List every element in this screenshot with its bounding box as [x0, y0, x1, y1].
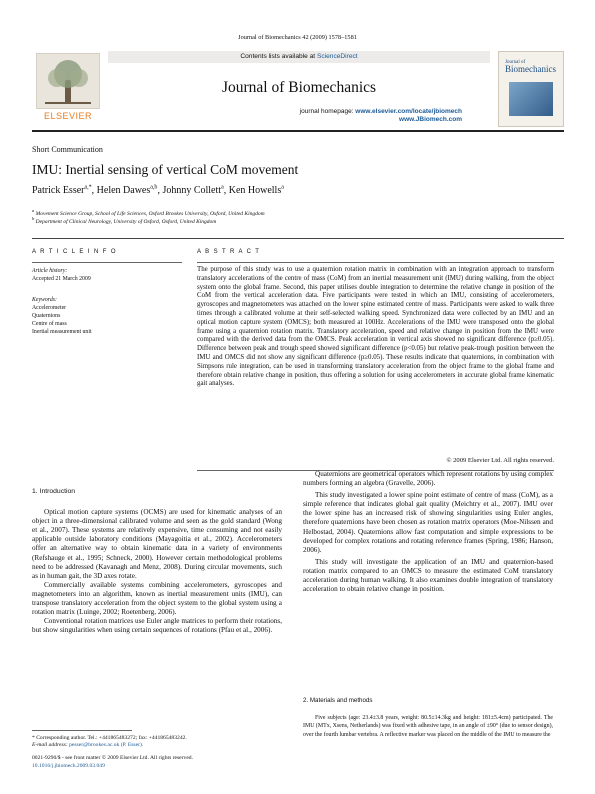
- contents-prefix: Contents lists available at: [240, 53, 317, 60]
- elsevier-tree-icon: [36, 53, 100, 109]
- keyword: Accelerometer: [32, 305, 67, 311]
- body-right-column: [303, 470, 553, 594]
- article-info-rule: [32, 262, 182, 263]
- journal-cover-thumbnail[interactable]: [498, 51, 564, 127]
- publisher-name: ELSEVIER: [43, 111, 93, 121]
- elsevier-logo[interactable]: [32, 53, 104, 125]
- corresponding-author-note: * Corresponding author. Tel.: +441865483272; fax: +441865483242.: [32, 734, 187, 741]
- body-left-column: [32, 487, 282, 635]
- cover-small-text: Journal of: [505, 60, 526, 65]
- body-paragraph: This study investigated a lower spine point estimate of centre of mass (CoM), as a simple reference that indicates global gait quality (Meichtry et al., 2007). IMU over the lower spine has an increased risk of showing singularities using Euler angles, therefore quaternions have been chosen as rotation matrix operators (Moe-Nilssen and Helbostad, 2004). Quaternions allow fast computation and simple expressions to be developed for complex rotations and rotating reference frames (Spring, 1986; Hanson, 2006).: [303, 491, 553, 554]
- issn-note: 0021-9290/$ - see front matter © 2009 Elsevier Ltd. All rights reserved.: [32, 755, 193, 761]
- title-divider: [32, 238, 564, 239]
- author[interactable]: Helen Dawes$^{a,b}$,: [96, 185, 163, 197]
- body-paragraph: This study will investigate the application of an IMU and quaternion-based rotation matrix compared to an OMCS to measure the estimated CoM translatory acceleration during human walking. It also examines double integration of translatory acceleration to obtain relative change in position.: [303, 557, 553, 594]
- email-note: E-mail address: pesser@brookes.ac.uk (P. Esser).: [32, 742, 144, 748]
- article-type: Short Communication: [32, 145, 103, 154]
- affiliation-a: $^a$ Movement Science Group, School of Life Sciences, Oxford Brookes University, Oxford, United Kingdom: [32, 208, 265, 217]
- footnote-rule-block: [32, 730, 282, 749]
- body-paragraph: Commercially available systems combining accelerometers, gyroscopes and magnetometers into an algorithm, known as inertial measurement units (IMU), can transpose translatory acceleration from the object system to the global system using a rotation matrix (Luinge, 2002; Roetenberg, 2006).: [32, 580, 282, 617]
- masthead: [32, 51, 564, 127]
- section-heading-methods: 2. Materials and methods: [303, 697, 373, 704]
- homepage-link-elsevier[interactable]: www.elsevier.com/locate/jbiomech: [355, 108, 462, 115]
- footnote-rule: [32, 730, 132, 731]
- homepage-label: journal homepage:: [299, 108, 356, 115]
- history-label: Article history:: [32, 268, 68, 274]
- affiliation-b: $^b$ Department of Clinical Neurology, University of Oxford, Oxford, United Kingdom: [32, 216, 217, 225]
- doi-link[interactable]: 10.1016/j.jbiomech.2009.03.049: [32, 763, 105, 769]
- author[interactable]: Johnny Collett$^a$,: [162, 185, 229, 197]
- keywords-label: Keywords:: [32, 297, 57, 303]
- journal-banner: [108, 51, 490, 127]
- abstract-text: The purpose of this study was to use a quaternion rotation matrix in combination with an integration approach to transform translatory accelerations of the centre of mass (CoM) from an inertial measurement unit (IMU) during walking, from the object system onto the global frame. Second, this paper utilises double integration to determine the relative change in position of the CoM from the vertical acceleration data. Five participants were tested in which an IMU, consisting of accelerometers, gyroscopes and magnetometers was attached on the lower spine estimated centre of mass. Participants were asked to walk three times through a calibrated volume at their self-selected walking speed. Synchronized data were collected by an IMU and an optical motion capture system (OMCS); both measured at 100Hz. Accelerations of the IMU were transposed onto the global frame using a quaternion rotation matrix. Translatory acceleration, speed and relative change in position from the IMU were compared with the derived data from the OMCS. Peak acceleration in vertical axis showed no significant difference (p≥0.05). Difference between peak and trough speed showed significant difference (p<0.05) but relative peak-trough position between the IMU and OMCS did not show any significant difference (p≥0.05). These results indicate that quaternions, in combination with Simpsons rule integration, can be used in transforming translatory acceleration from the object frame to the global frame and therefore obtain relative change in position, thus offering a solution for using accelerometers in accurate global frame kinematic gait analyses.: [197, 266, 554, 388]
- cover-title: [505, 60, 556, 72]
- copyright-notice: © 2009 Elsevier Ltd. All rights reserved.: [446, 457, 554, 464]
- cover-big-text: Biomechanics: [505, 64, 556, 74]
- email-link[interactable]: pesser@brookes.ac.uk (P. Esser).: [69, 742, 144, 748]
- author-list: [32, 185, 284, 196]
- body-paragraph: Quaternions are geometrical operators which represent rotations by using complex numbers forming an algebra (Gravelle, 2006).: [303, 470, 553, 488]
- section-heading-introduction: 1. Introduction: [32, 488, 76, 495]
- body-paragraph: Conventional rotation matrices use Euler angle matrices to perform their rotations, but show singularities when using certain sequences of rotations (Pfau et al., 2006).: [32, 617, 282, 635]
- contents-line: [108, 51, 490, 63]
- methods-paragraph: Five subjects (age: 23.4±3.8 years, weight: 80.5±14.3kg and height: 181±5.4cm) participated. The IMU (MTx, Xsens, Netherlands) was fixed with adhesive tape, in an angle of ±90° (due to sensor design), over the fourth lumbar vertebra. A reflective marker was placed on the middle of the IMU to measure the: [303, 715, 553, 738]
- keyword: Quaternions: [32, 313, 61, 319]
- author[interactable]: Ken Howells$^a$: [228, 185, 284, 197]
- journal-title: Journal of Biomechanics: [221, 79, 377, 96]
- paper-title: IMU: Inertial sensing of vertical CoM movement: [32, 162, 299, 177]
- keyword: Inertial measurement unit: [32, 329, 92, 335]
- keyword: Centre of mass: [32, 321, 67, 327]
- author[interactable]: Patrick Esser$^{a,*}$,: [32, 185, 97, 197]
- journal-reference: Journal of Biomechanics 42 (2009) 1578–1581: [238, 34, 357, 41]
- article-info-heading: A R T I C L E I N F O: [32, 249, 117, 255]
- abstract-heading: A B S T R A C T: [197, 249, 261, 255]
- history-value: Accepted 21 March 2009: [32, 276, 91, 282]
- sciencedirect-link[interactable]: ScienceDirect: [316, 53, 358, 60]
- homepage-link-jbiomech[interactable]: www.JBiomech.com: [399, 116, 462, 123]
- abstract-rule: [197, 262, 554, 263]
- journal-homepage: [108, 108, 490, 124]
- body-paragraph: Optical motion capture systems (OCMS) are used for kinematic analyses of an object in a three-dimensional calibrated volume and seen as the gold standard (Wong et al., 2007). These systems are relatively expensive, time consuming and not easily applicable outside laboratory conditions (Mayagoitia et al., 2002). Accelerometers offer an alternative way to obtain kinematic data in a variety of environments (Refshauge et al., 1995; Schneck, 2000). However certain methodological problems need to be addressed (Kavanagh and Menz, 2008). During circular movements, such as in human gait, the 3D axes rotate.: [32, 508, 282, 580]
- header-divider: [32, 130, 564, 132]
- cover-image: [509, 82, 553, 116]
